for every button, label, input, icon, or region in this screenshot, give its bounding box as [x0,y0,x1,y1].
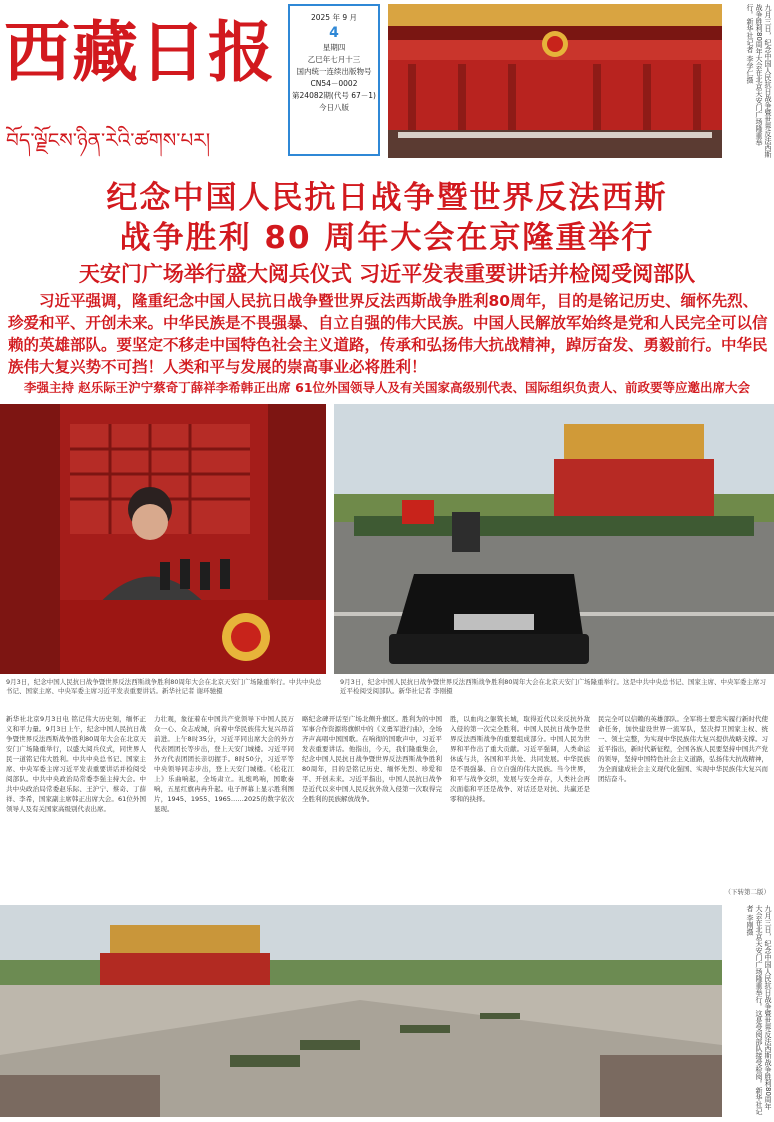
side-caption-bottom: 九月三日，纪念中国人民抗日战争暨世界反法西斯战争胜利80周年大会在北京天安门广场隆重举行。这是受阅部队接受检阅。新华社记者 李刚摄 [746,905,772,1115]
date-day: 4 [329,25,339,41]
subheadline: 天安门广场举行盛大阅兵仪式 习近平发表重要讲话并检阅受阅部队 [78,262,696,286]
weekday: 星期四 [322,43,346,52]
cn-number: CN54－0002 [310,79,358,88]
body-column-1: 新华社北京9月3日电 铭记伟大历史刻，缅怀正义和平力量。9月3日上午，纪念中国人民抗日战争暨世界反法西斯战争胜利80周年大会在北京天安门广场隆重举行，以盛大阅兵仪式，同世界人民一道铭记伟大胜利。中共中央总书记、国家主席、中央军委主席习近平发表重要讲话并检阅受阅部队。中共中央政治局常委李强主持大会。中共中央政治局常委赵乐际、王沪宁、蔡奇、丁薛祥、李希，国家副主席韩正出席大会。61位外国领导人及有关国家高级别代表出席。 [6,715,146,813]
caption-left: 9月3日，纪念中国人民抗日战争暨世界反法西斯战争胜利80周年大会在北京天安门广场隆重举行。中共中央总书记、国家主席、中央军委主席习近平发表重要讲话。新华社记者 谢环驰摄 [6,678,322,695]
lunar-date: 乙巳年七月十三 [307,55,361,64]
body-column-3: 略纪念碑开话至广场北侧升旗区。胜利为的中国军事合作资源将旗帜中的《义勇军进行曲》，全场齐声高唱中国国歌。在响彻的国歌声中，习近平发表重要讲话。他指出，今天，我们隆重集会，纪念中国人民抗日战争暨世界反法西斯战争胜利80周年，目的是铭记历史、缅怀先烈、珍爱和平、开创未来。习近平指出，中国人民抗日战争是近代以来中国人民反抗外敌入侵第一次取得完全胜利的民族解放战争。 [302,715,442,803]
photo-speaker-podium [0,404,326,674]
attendance-line: 李强主持 赵乐际王沪宁蔡奇丁薛祥李希韩正出席 61位外国领导人及有关国家高级别代表、国际组织负责人、前政要等应邀出席大会 [23,380,751,395]
masthead-title: 西藏日报 [4,13,276,91]
caption-right: 9月3日，纪念中国人民抗日战争暨世界反法西斯战争胜利80周年大会在北京天安门广场隆重举行。这是中共中央总书记、国家主席、中央军委主席习近平检阅受阅部队。新华社记者 李刚摄 [340,678,767,695]
issue-number: 第24082期(代号 67－1) [292,91,376,100]
body-column-2: 力壮观，象征着在中国共产党领导下中国人民万众一心、众志成城，向着中华民族伟大复兴昂首前进。上午8时35分，习近平同出席大会的外方代表团团长等步出，登上天安门城楼。习近平同外方代表团团长亲切握手。8时50分，习近平等中央领导同志步出，登上天安门城楼。《松花江上》乐曲响起，全场肃立。礼炮鸣响，国歌奏响，五星红旗冉冉升起。电子屏幕上显示胜利图片，1945、1955、1965……2025的数字依次显现。 [154,715,294,813]
lead-paragraph: 习近平强调，隆重纪念中国人民抗日战争暨世界反法西斯战争胜利80周年，目的是铭记历史、缅怀先烈、珍爱和平、开创未来。中华民族是不畏强暴、自立自强的伟大民族。中国人民解放军始终是党和人民完全可以信赖的英雄部队。要坚定不移走中国特色社会主义道路，传承和弘扬伟大抗战精神，踔厉奋发、勇毅前行。中华民族伟大复兴势不可挡！人类和平与发展的崇高事业必将胜利！ [8,292,768,376]
body-column-5: 民完全可以信赖的英雄部队。全军将士要忠实履行新时代使命任务，加快建设世界一流军队，坚决捍卫国家主权、统一、领土完整，为实现中华民族伟大复兴提供战略支撑。习近平指出，新时代新征程，全国各族人民要坚持中国共产党的领导，坚持中国特色社会主义道路，弘扬伟大抗战精神，为全面建成社会主义现代化强国、实现中华民族伟大复兴而团结奋斗。 [598,715,768,783]
headline-line2: 战争胜利 80 周年大会在京隆重举行 [119,220,655,256]
headline-line1: 纪念中国人民抗日战争暨世界反法西斯 [106,180,668,216]
photo-tiananmen-gate [388,4,722,158]
photo-parade-inspection [334,404,774,674]
continued-note: （下转第二版） [724,888,770,896]
body-column-4: 胜，以血肉之躯筑长城，取得近代以来反抗外敌入侵的第一次完全胜利。中国人民抗日战争是世界反法西斯战争的重要组成部分。中国人民为世界和平作出了重大贡献。习近平强调，人类命运休戚与共，各国和平共处、共同发展。中华民族是不畏强暴、自立自强的伟大民族。当今世界，和平与战争交织，发展与安全并存，人类社会再次面临和平还是战争、对话还是对抗、共赢还是零和的抉择。 [450,715,590,803]
masthead-tibetan: བོད་ལྗོངས་ཉིན་རེའི་ཚགས་པར། [6,128,211,152]
page-count: 今日八版 [319,103,349,112]
date-box [288,4,380,156]
cn-label: 国内统一连续出版物号 [296,67,372,76]
photo-square-panorama [0,905,722,1117]
side-caption-top: 九月三日，纪念中国人民抗日战争暨世界反法西斯战争胜利80周年大会在北京天安门广场隆重举行。新华社记者 李学仁摄 [746,4,772,158]
date-line: 2025 年 9 月 [310,13,357,22]
